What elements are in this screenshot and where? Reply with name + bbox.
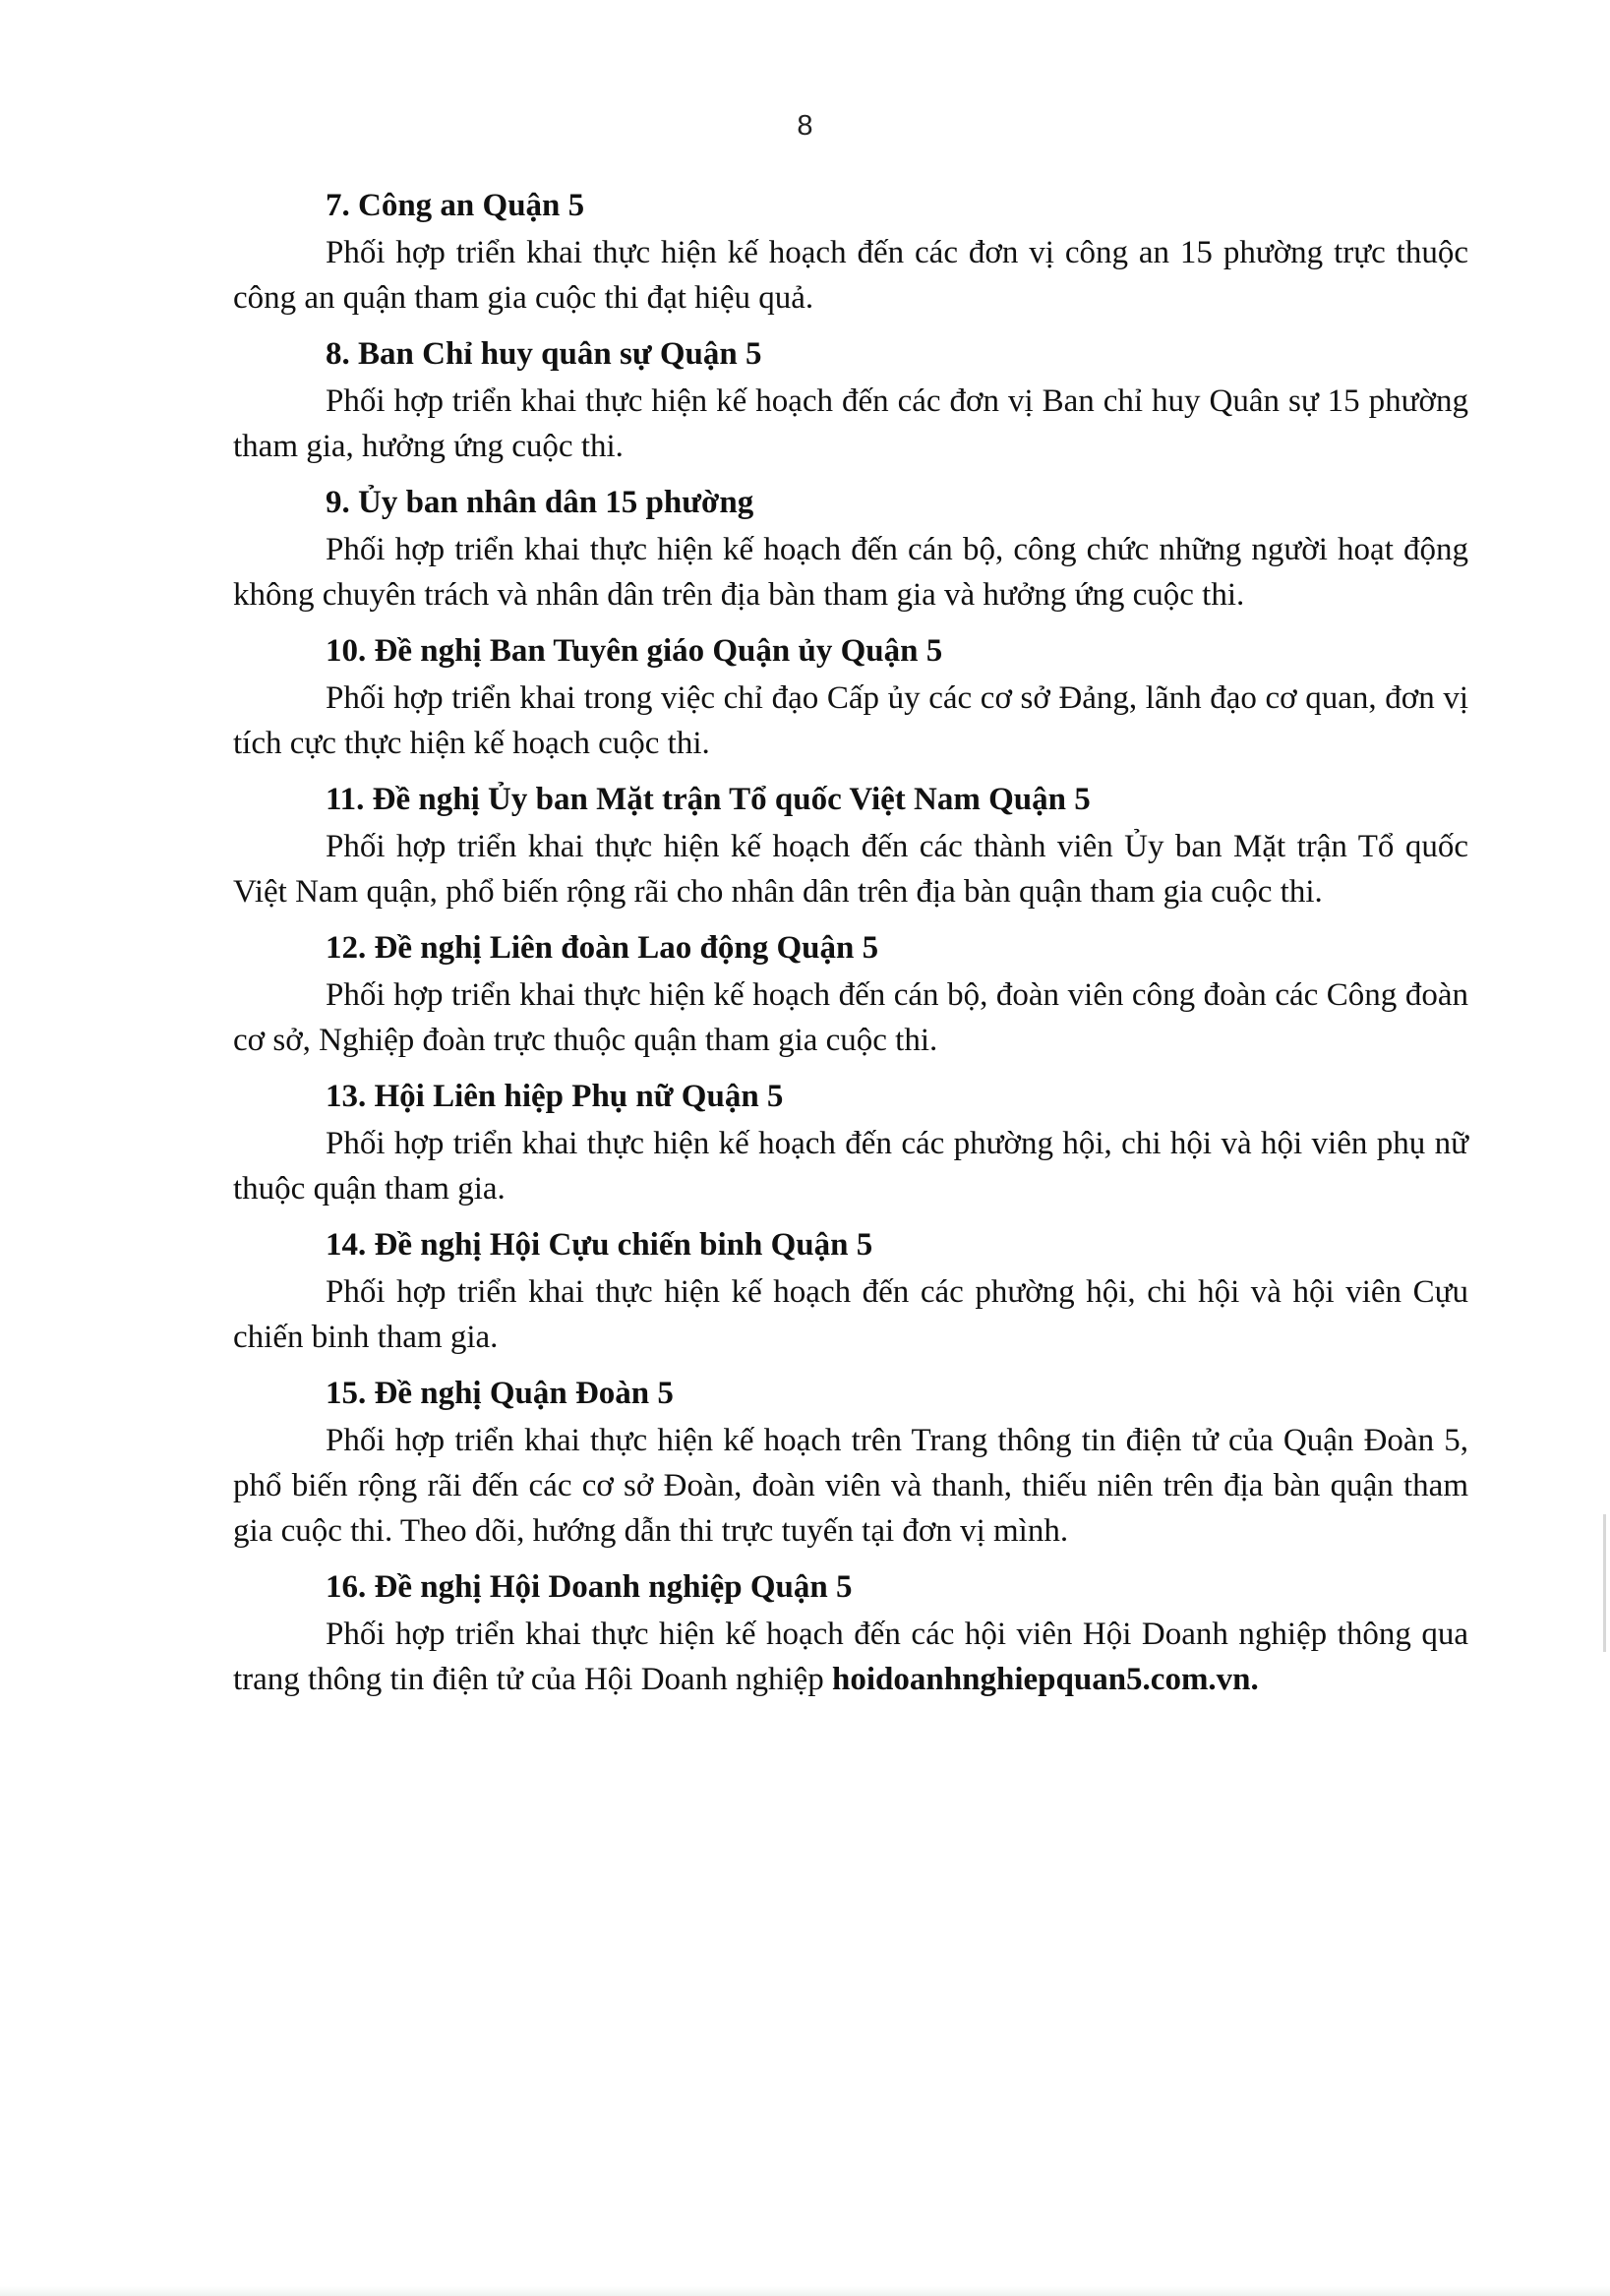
section-heading: 13. Hội Liên hiệp Phụ nữ Quận 5 [326, 1079, 784, 1114]
section-paragraph: Phối hợp triển khai thực hiện kế hoạch đến các đơn vị công an 15 phường trực thuộc công an quận tham gia cuộc thi đạt hiệu quả. [233, 235, 1468, 316]
section-12 [233, 925, 1468, 1063]
section-heading: 8. Ban Chỉ huy quân sự Quận 5 [326, 336, 762, 372]
section-paragraph: Phối hợp triển khai trong việc chỉ đạo Cấp ủy các cơ sở Đảng, lãnh đạo cơ quan, đơn vị tích cực thực hiện kế hoạch cuộc thi. [233, 680, 1468, 761]
scan-edge-mark [1603, 1514, 1606, 1652]
section-heading: 15. Đề nghị Quận Đoàn 5 [326, 1376, 674, 1411]
section-paragraph: Phối hợp triển khai thực hiện kế hoạch trên Trang thông tin điện tử của Quận Đoàn 5, phổ biến rộng rãi đến các cơ sở Đoàn, đoàn viên và thanh, thiếu niên trên địa bàn quận tham gia cuộc thi. Theo dõi, hướng dẫn thi trực tuyến tại đơn vị mình. [233, 1423, 1468, 1549]
section-9 [233, 480, 1468, 618]
section-16 [233, 1564, 1468, 1702]
section-heading: 7. Công an Quận 5 [326, 188, 585, 223]
section-7 [233, 183, 1468, 321]
section-heading: 12. Đề nghị Liên đoàn Lao động Quận 5 [326, 930, 879, 966]
section-paragraph: Phối hợp triển khai thực hiện kế hoạch đến các phường hội, chi hội và hội viên phụ nữ thuộc quận tham gia. [233, 1126, 1468, 1207]
scan-bottom-edge [0, 2286, 1610, 2296]
section-heading: 16. Đề nghị Hội Doanh nghiệp Quận 5 [326, 1569, 853, 1605]
website-address: hoidoanhnghiepquan5.com.vn. [832, 1662, 1259, 1697]
section-heading: 9. Ủy ban nhân dân 15 phường [326, 485, 754, 520]
section-11 [233, 777, 1468, 914]
section-paragraph: Phối hợp triển khai thực hiện kế hoạch đến các phường hội, chi hội và hội viên Cựu chiến binh tham gia. [233, 1274, 1468, 1355]
section-14 [233, 1222, 1468, 1360]
section-paragraph: Phối hợp triển khai thực hiện kế hoạch đến cán bộ, đoàn viên công đoàn các Công đoàn cơ sở, Nghiệp đoàn trực thuộc quận tham gia cuộc thi. [233, 977, 1468, 1058]
section-heading: 10. Đề nghị Ban Tuyên giáo Quận ủy Quận 5 [326, 633, 943, 669]
section-paragraph: Phối hợp triển khai thực hiện kế hoạch đến cán bộ, công chức những người hoạt động không chuyên trách và nhân dân trên địa bàn tham gia và hưởng ứng cuộc thi. [233, 532, 1468, 613]
section-paragraph: Phối hợp triển khai thực hiện kế hoạch đến các đơn vị Ban chỉ huy Quân sự 15 phường tham gia, hưởng ứng cuộc thi. [233, 383, 1468, 464]
section-paragraph: Phối hợp triển khai thực hiện kế hoạch đến các thành viên Ủy ban Mặt trận Tổ quốc Việt Nam quận, phổ biến rộng rãi cho nhân dân trên địa bàn quận tham gia cuộc thi. [233, 829, 1468, 910]
section-heading: 11. Đề nghị Ủy ban Mặt trận Tổ quốc Việt Nam Quận 5 [326, 782, 1091, 817]
document-body [233, 183, 1468, 1713]
section-paragraph [233, 1612, 1468, 1702]
section-15 [233, 1371, 1468, 1554]
section-8 [233, 331, 1468, 469]
section-10 [233, 628, 1468, 766]
section-heading: 14. Đề nghị Hội Cựu chiến binh Quận 5 [326, 1227, 873, 1263]
section-paragraph-text: Phối hợp triển khai thực hiện kế hoạch đến các hội viên Hội Doanh nghiệp thông qua trang thông tin điện tử của Hội Doanh nghiệp [233, 1617, 1468, 1697]
page-number: 8 [797, 110, 813, 142]
section-13 [233, 1074, 1468, 1211]
